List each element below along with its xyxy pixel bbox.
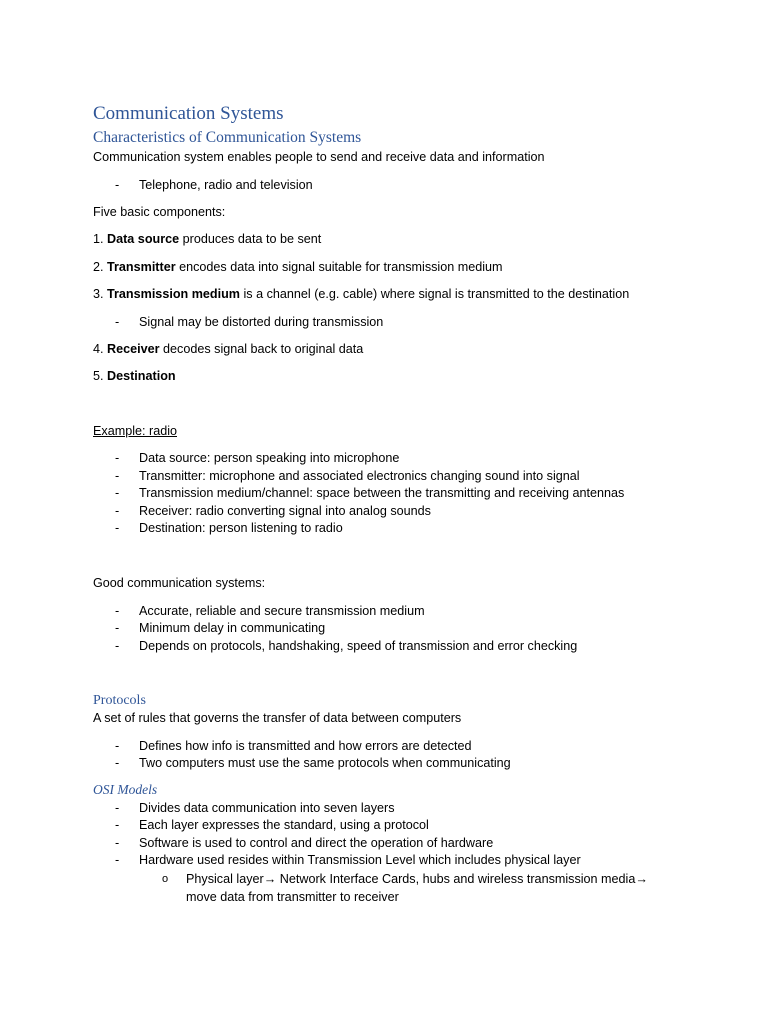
- list-item: - Defines how info is transmitted and how errors are detected: [115, 739, 472, 753]
- bullet-marker: -: [115, 739, 120, 753]
- bullet-marker: -: [115, 315, 120, 329]
- list-item: - Destination: person listening to radio: [115, 521, 343, 535]
- list-item: - Transmission medium/channel: space between the transmitting and receiving antennas: [115, 486, 625, 500]
- list-item: - Accurate, reliable and secure transmission medium: [115, 604, 425, 618]
- section-heading-protocols: Protocols: [93, 693, 146, 708]
- section-heading-osi: OSI Models: [93, 782, 158, 797]
- components-label: Five basic components:: [93, 205, 226, 219]
- bullet-marker: -: [115, 818, 120, 832]
- characteristics-intro: Communication system enables people to send and receive data and information: [93, 150, 545, 164]
- component-item: 3. Transmission medium is a channel (e.g. cable) where signal is transmitted to the destination: [93, 287, 630, 301]
- bullet-marker: -: [115, 486, 120, 500]
- list-item: - Depends on protocols, handshaking, speed of transmission and error checking: [115, 639, 578, 653]
- bullet-marker: -: [115, 178, 120, 192]
- section-heading-characteristics: Characteristics of Communication Systems: [93, 129, 362, 146]
- list-item: - Receiver: radio converting signal into analog sounds: [115, 504, 431, 518]
- component-item: 4. Receiver decodes signal back to original data: [93, 342, 364, 356]
- bullet-marker: -: [115, 604, 120, 618]
- bullet-marker: -: [115, 621, 120, 635]
- example-heading: Example: radio: [93, 424, 177, 438]
- component-item: 1. Data source produces data to be sent: [93, 232, 322, 246]
- protocols-intro: A set of rules that governs the transfer of data between computers: [93, 711, 462, 725]
- list-item: - Telephone, radio and television: [115, 178, 313, 192]
- bullet-marker: -: [115, 521, 120, 535]
- bullet-marker: -: [115, 836, 120, 850]
- bullet-marker: -: [115, 469, 120, 483]
- bullet-marker: -: [115, 504, 120, 518]
- page-title: Communication Systems: [93, 103, 284, 124]
- list-item: - Minimum delay in communicating: [115, 621, 326, 635]
- list-item: - Software is used to control and direct the operation of hardware: [115, 836, 494, 850]
- circle-bullet-icon: o: [162, 873, 169, 885]
- bullet-marker: -: [115, 451, 120, 465]
- document-page: Communication Systems Characteristics of Communication Systems Communication system enables people to send and receive data and information - Telephone, radio and television Five basic components: 1. Data source produces data to be sent 2. Transmitter encodes data into signal suitable for transmission medium 3. Transmission medium is a channel (e.g. cable) where signal is transmitted to the destination - Signal may be distorted during transmission 4. Receiver decodes signal back to original data 5. Destination Example: radio - Data source: person speaking into microphone - Transmitter: microphone and associated electronics changing sound into signal - Transmission medium/channel: space between the transmitting and receiving antennas - Receiver: radio converting signal into analog sounds - Destination: person listening to radio Good communication systems: - Accurate, reliable and secure transmission medium - Minimum delay in communicating - Depends on protocols, handshaking, speed of transmission and error checking Protocols A set of rules that governs the transfer of data between computers - Defines how info is transmitted and how errors are detected - Two computers must use the same protocols when communicating OSI Models - Divides data communication into seven layers - Each layer expresses the standard, using a protocol - Software is used to control and direct the operation of hardware - Hardware used resides within Transmission Level which includes physical layer o Physical layer→ Network Interface Cards, hubs and wireless transmission media→ move data from transmitter to receiver: [0, 0, 768, 1024]
- list-item: - Signal may be distorted during transmission: [115, 315, 384, 329]
- list-item: - Divides data communication into seven layers: [115, 801, 395, 815]
- component-item: 5. Destination: [93, 369, 176, 383]
- bullet-marker: -: [115, 639, 120, 653]
- list-item: - Transmitter: microphone and associated electronics changing sound into signal: [115, 469, 580, 483]
- component-item: 2. Transmitter encodes data into signal suitable for transmission medium: [93, 260, 503, 274]
- list-item: - Data source: person speaking into microphone: [115, 451, 400, 465]
- bullet-marker: -: [115, 801, 120, 815]
- list-item: - Hardware used resides within Transmission Level which includes physical layer: [115, 853, 581, 867]
- bullet-marker: -: [115, 853, 120, 867]
- good-systems-heading: Good communication systems:: [93, 576, 266, 590]
- bullet-marker: -: [115, 756, 120, 770]
- list-item: - Each layer expresses the standard, using a protocol: [115, 818, 429, 832]
- list-item: - Two computers must use the same protocols when communicating: [115, 756, 511, 770]
